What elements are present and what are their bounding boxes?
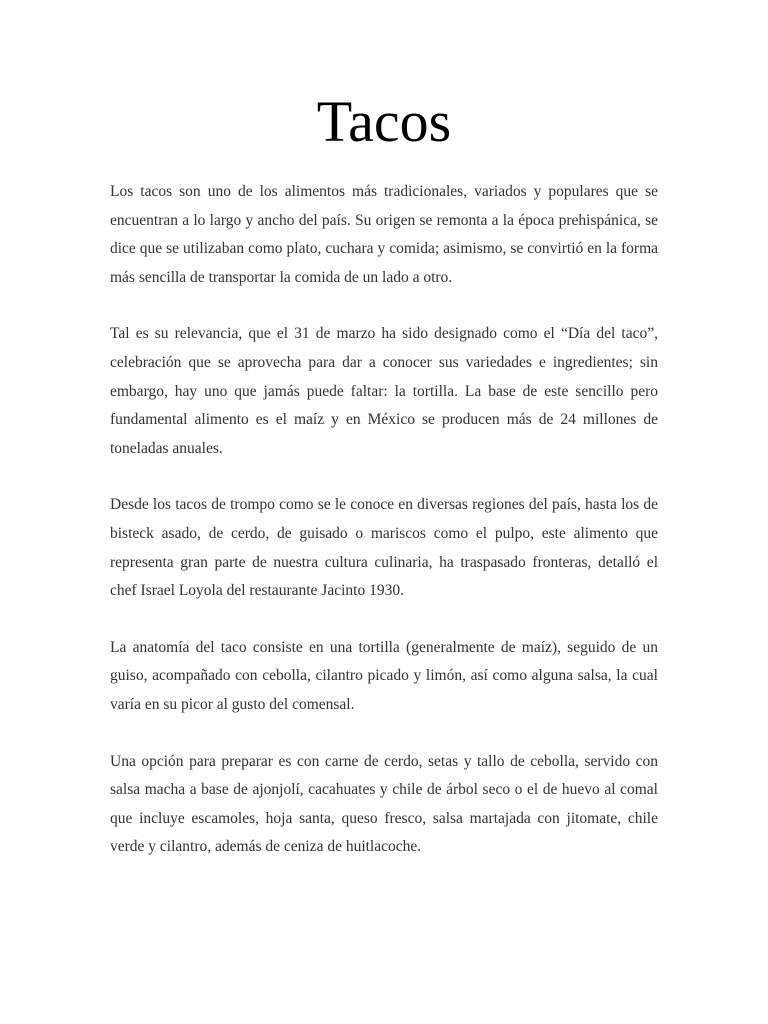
- document-body: [110, 178, 658, 890]
- paragraph-anatomy: La anatomía del taco consiste en una tortilla (generalmente de maíz), seguido de un guiso, acompañado con cebolla, cilantro picado y limón, así como alguna salsa, la cual varía en su picor al gusto del comensal.: [110, 638, 658, 713]
- paragraph-relevance: Tal es su relevancia, que el 31 de marzo ha sido designado como el “Día del taco”, celebración que se aprovecha para dar a conocer sus variedades e ingredientes; sin embargo, hay uno que jamás puede faltar: la tortilla. La base de este sencillo pero fundamental alimento es el maíz y en México se producen más de 24 millones de toneladas anuales.: [110, 325, 658, 457]
- document-title: Tacos: [316, 89, 452, 154]
- paragraph-origin: Los tacos son uno de los alimentos más tradicionales, variados y populares que se encuentran a lo largo y ancho del país. Su origen se remonta a la época prehispánica, se dice que se utilizaban como plato, cuchara y comida; asimismo, se convirtió en la forma más sencilla de transportar la comida de un lado a otro.: [110, 183, 658, 286]
- paragraph-recipe: Una opción para preparar es con carne de cerdo, setas y tallo de cebolla, servido con salsa macha a base de ajonjolí, cacahuates y chile de árbol seco o el de huevo al comal que incluye escamoles, hoja santa, queso fresco, salsa martajada con jitomate, chile verde y cilantro, además de ceniza de huitlacoche.: [110, 752, 658, 856]
- paragraph-varieties: Desde los tacos de trompo como se le conoce en diversas regiones del país, hasta los de bisteck asado, de cerdo, de guisado o mariscos como el pulpo, este alimento que representa gran parte de nuestra cultura culinaria, ha traspasado fronteras, detalló el chef Israel Loyola del restaurante Jacinto 1930.: [110, 496, 658, 600]
